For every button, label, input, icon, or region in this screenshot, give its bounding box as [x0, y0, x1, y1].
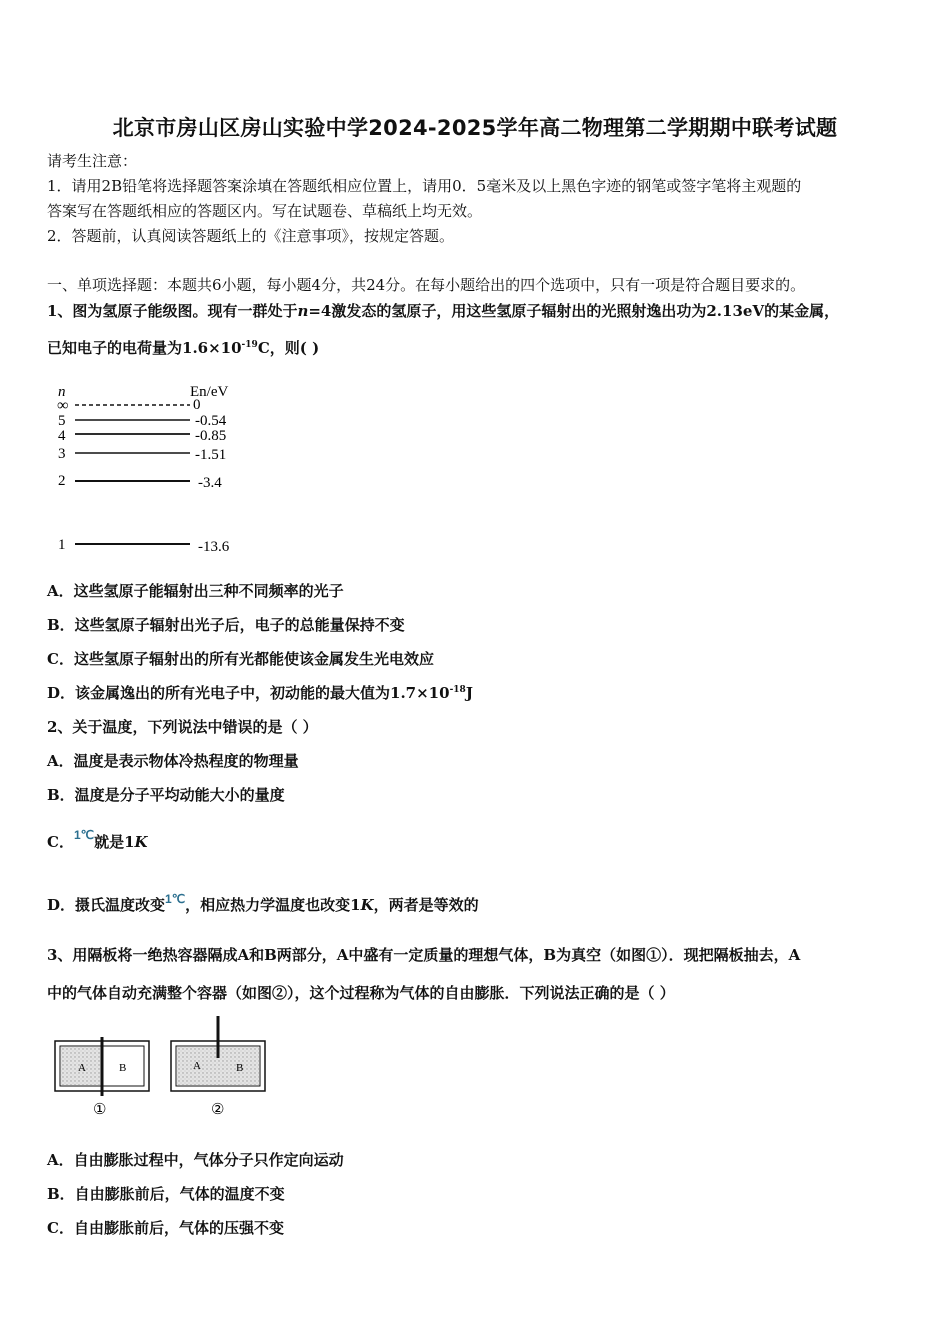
level-n-4: 4 — [58, 428, 66, 444]
q2-option-c-mid: 就是1 — [94, 833, 135, 851]
q3-option-b: B．自由膨胀前后，气体的温度不变 — [47, 1185, 285, 1203]
notice-line-1a: 1．请用2B铅笔将选择题答案涂填在答题纸相应位置上，请用0．5毫米及以上黑色字迹的钢笔或签字笔将主观题的 — [47, 177, 802, 195]
level-n-3: 3 — [58, 446, 66, 462]
figure-1 — [55, 1037, 149, 1118]
q2-option-d — [47, 892, 479, 916]
q2-option-d-post: ，两者是等效的 — [373, 896, 479, 914]
level-e-inf: 0 — [193, 397, 201, 413]
q1-option-d-exp: -18 — [449, 685, 466, 695]
level-e-5: -0.54 — [195, 413, 227, 429]
q3-option-c: C．自由膨胀前后，气体的压强不变 — [47, 1219, 284, 1237]
diagram-e-label: En/eV — [190, 384, 229, 400]
q3-option-a: A．自由膨胀过程中，气体分子只作定向运动 — [47, 1151, 344, 1169]
q1-stem-b1: 已知电子的电荷量为1.6×10 — [47, 339, 242, 357]
figure-2 — [171, 1016, 265, 1118]
container-figures — [50, 1012, 280, 1122]
level-e-2: -3.4 — [198, 475, 222, 491]
energy-level-diagram — [50, 378, 260, 558]
section-heading: 一、单项选择题：本题共6小题，每小题4分，共24分。在每小题给出的四个选项中，只有一项是符合题目要求的。 — [47, 276, 806, 294]
level-n-2: 2 — [58, 473, 66, 489]
q1-stem-a1: 1、图为氢原子能级图。现有一群处于 — [47, 302, 298, 320]
notice-heading: 请考生注意： — [47, 152, 138, 170]
q1-stem-exp: -19 — [241, 340, 258, 350]
q2-option-d-pre: D．摄氏温度改变 — [47, 896, 166, 914]
q2-option-c-deg: 1℃ — [73, 828, 95, 842]
level-e-3: -1.51 — [195, 447, 227, 463]
q2-option-d-deg: 1℃ — [165, 892, 186, 906]
fig1-label-b: B — [119, 1062, 127, 1074]
q2-option-a: A．温度是表示物体冷热程度的物理量 — [47, 752, 299, 770]
q2-stem: 2、关于温度，下列说法中错误的是（ ） — [47, 718, 318, 736]
fig1-number: ① — [93, 1102, 107, 1118]
notice-line-1b: 答案写在答题纸相应的答题区内。写在试题卷、草稿纸上均无效。 — [47, 202, 483, 220]
q1-stem-n: n — [297, 302, 309, 320]
q3-stem-line2: 中的气体自动充满整个容器（如图②），这个过程称为气体的自由膨胀．下列说法正确的是（ ） — [47, 984, 675, 1002]
q1-option-d-a: D．该金属逸出的所有光电子中，初动能的最大值为1.7×10 — [47, 684, 450, 702]
q2-option-d-k: K — [360, 896, 374, 914]
q2-option-d-mid: ，相应热力学温度也改变1 — [185, 896, 361, 914]
q1-stem-a2: =4激发态的氢原子，用这些氢原子辐射出的光照射逸出功为2.13eV的某金属， — [308, 302, 840, 320]
q3-stem-line1: 3、用隔板将一绝热容器隔成A和B两部分，A中盛有一定质量的理想气体，B为真空（如图①）．现把隔板抽去，A — [47, 946, 801, 964]
diagram-n-label: n — [58, 384, 66, 400]
q1-option-c: C．这些氢原子辐射出的所有光都能使该金属发生光电效应 — [47, 650, 434, 668]
q2-option-c — [47, 828, 148, 853]
q2-option-c-k: K — [134, 833, 148, 851]
q2-option-c-pre: C． — [47, 833, 74, 851]
notice-line-2: 2．答题前，认真阅读答题纸上的《注意事项》，按规定答题。 — [47, 227, 455, 245]
fig2-label-a: A — [193, 1060, 201, 1072]
fig2-label-b: B — [236, 1062, 244, 1074]
fig2-number: ② — [211, 1102, 225, 1118]
q1-option-d — [47, 683, 473, 703]
level-e-1: -13.6 — [198, 539, 230, 555]
level-e-4: -0.85 — [195, 428, 227, 444]
q1-stem-b2: C，则( ) — [257, 339, 320, 357]
level-n-1: 1 — [58, 537, 66, 553]
q1-option-a: A．这些氢原子能辐射出三种不同频率的光子 — [47, 582, 344, 600]
level-n-5: 5 — [58, 413, 66, 429]
q1-stem-line1 — [47, 301, 839, 321]
q1-stem-line2 — [47, 338, 319, 358]
fig1-label-a: A — [78, 1062, 86, 1074]
level-n-inf: ∞ — [57, 397, 69, 414]
page-title: 北京市房山区房山实验中学2024-2025学年高二物理第二学期期中联考试题 — [112, 116, 838, 140]
q2-option-b: B．温度是分子平均动能大小的量度 — [47, 786, 285, 804]
q1-option-d-b: J — [465, 684, 473, 702]
q1-option-b: B．这些氢原子辐射出光子后，电子的总能量保持不变 — [47, 616, 405, 634]
